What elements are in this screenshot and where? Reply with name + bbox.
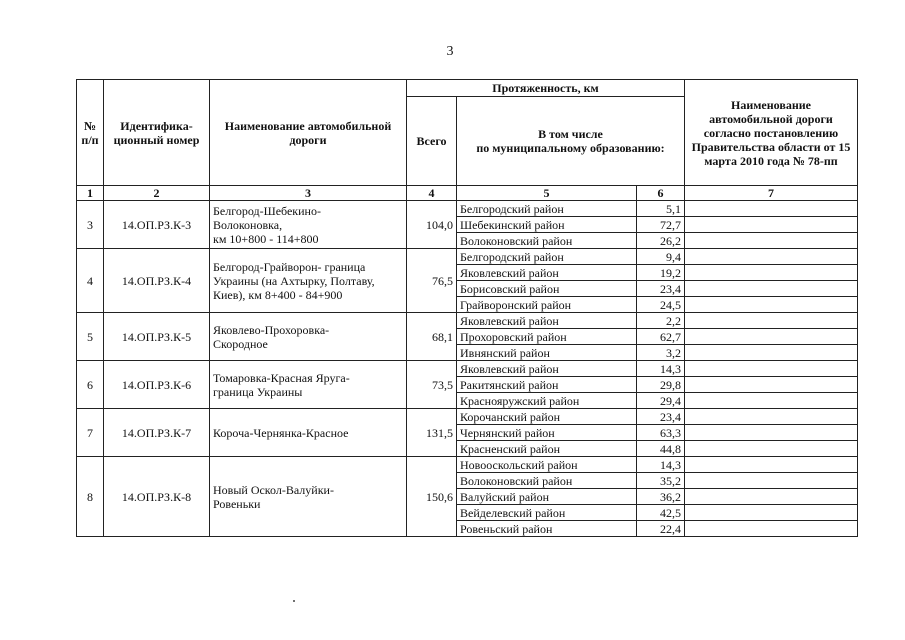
resolution-name-cell	[685, 425, 858, 441]
district-length: 29,8	[637, 377, 685, 393]
road-number: 5	[77, 313, 104, 361]
road-identifier: 14.ОП.РЗ.К-8	[104, 457, 210, 537]
column-number: 1	[77, 186, 104, 201]
header-road-name: Наименование автомобильной дороги	[210, 80, 407, 186]
header-including-line2: по муниципальному образованию:	[476, 141, 665, 155]
resolution-name-cell	[685, 249, 858, 265]
column-number: 2	[104, 186, 210, 201]
table-row	[77, 201, 858, 217]
column-number-row	[77, 186, 858, 201]
road-number: 7	[77, 409, 104, 457]
resolution-name-cell	[685, 217, 858, 233]
resolution-name-cell	[685, 281, 858, 297]
district-name: Красненский район	[457, 441, 637, 457]
district-length: 19,2	[637, 265, 685, 281]
district-name: Белгородский район	[457, 249, 637, 265]
district-length: 72,7	[637, 217, 685, 233]
district-name: Чернянский район	[457, 425, 637, 441]
resolution-name-cell	[685, 521, 858, 537]
district-length: 3,2	[637, 345, 685, 361]
header-resolution-name: Наименование автомобильной дороги согласно постановлению Правительства области от 15 марта 2010 года № 78-пп	[685, 80, 858, 186]
district-length: 35,2	[637, 473, 685, 489]
road-name-line: Белгород-Шебекино-	[213, 203, 321, 218]
district-length: 42,5	[637, 505, 685, 521]
resolution-name-cell	[685, 201, 858, 217]
road-name-line: Яковлево-Прохоровка-	[213, 322, 330, 337]
road-identifier: 14.ОП.РЗ.К-6	[104, 361, 210, 409]
header-total: Всего	[407, 97, 457, 186]
district-name: Ивнянский район	[457, 345, 637, 361]
district-name: Яковлевский район	[457, 313, 637, 329]
district-name: Борисовский район	[457, 281, 637, 297]
road-total-length: 131,5	[407, 409, 457, 457]
column-number: 7	[685, 186, 858, 201]
resolution-name-cell	[685, 377, 858, 393]
road-identifier: 14.ОП.РЗ.К-5	[104, 313, 210, 361]
road-name-line: Новый Оскол-Валуйки-	[213, 482, 334, 497]
resolution-name-cell	[685, 441, 858, 457]
column-number: 5	[457, 186, 637, 201]
district-name: Ракитянский район	[457, 377, 637, 393]
district-length: 14,3	[637, 457, 685, 473]
road-identifier: 14.ОП.РЗ.К-4	[104, 249, 210, 313]
district-length: 63,3	[637, 425, 685, 441]
road-name-line: Киев), км 8+400 - 84+900	[213, 287, 343, 302]
district-length: 22,4	[637, 521, 685, 537]
road-name-line: Белгород-Грайворон- граница	[213, 259, 366, 274]
road-name	[210, 457, 407, 537]
resolution-name-cell	[685, 489, 858, 505]
district-name: Валуйский район	[457, 489, 637, 505]
district-length: 36,2	[637, 489, 685, 505]
resolution-name-cell	[685, 505, 858, 521]
header-identifier: Идентифика- ционный номер	[104, 80, 210, 186]
road-total-length: 68,1	[407, 313, 457, 361]
page-number: 3	[446, 44, 454, 59]
district-name: Яковлевский район	[457, 265, 637, 281]
road-name-line: Скородное	[213, 336, 268, 351]
district-length: 14,3	[637, 361, 685, 377]
road-name	[210, 409, 407, 457]
column-number: 3	[210, 186, 407, 201]
road-identifier: 14.ОП.РЗ.К-7	[104, 409, 210, 457]
resolution-name-cell	[685, 297, 858, 313]
header-including	[457, 97, 685, 186]
resolution-name-cell	[685, 329, 858, 345]
district-length: 24,5	[637, 297, 685, 313]
district-name: Корочанский район	[457, 409, 637, 425]
road-name-line: Короча-Чернянка-Красное	[213, 425, 349, 440]
district-name: Прохоровский район	[457, 329, 637, 345]
column-number: 6	[637, 186, 685, 201]
road-number: 3	[77, 201, 104, 249]
road-name-line: Томаровка-Красная Яруга-	[213, 370, 350, 385]
column-number: 4	[407, 186, 457, 201]
district-length: 29,4	[637, 393, 685, 409]
resolution-name-cell	[685, 409, 858, 425]
resolution-name-cell	[685, 233, 858, 249]
table-row	[77, 361, 858, 377]
road-total-length: 76,5	[407, 249, 457, 313]
resolution-name-cell	[685, 313, 858, 329]
resolution-name-cell	[685, 457, 858, 473]
road-name-line: Волоконовка,	[213, 217, 283, 232]
district-name: Яковлевский район	[457, 361, 637, 377]
district-name: Вейделевский район	[457, 505, 637, 521]
district-length: 9,4	[637, 249, 685, 265]
road-name-line: км 10+800 - 114+800	[213, 231, 319, 246]
resolution-name-cell	[685, 393, 858, 409]
road-name-line: граница Украины	[213, 384, 303, 399]
resolution-name-cell	[685, 345, 858, 361]
road-name	[210, 249, 407, 313]
district-length: 26,2	[637, 233, 685, 249]
road-name	[210, 313, 407, 361]
resolution-name-cell	[685, 265, 858, 281]
table-row	[77, 409, 858, 425]
road-number: 4	[77, 249, 104, 313]
table-row	[77, 457, 858, 473]
table-row	[77, 249, 858, 265]
road-number: 6	[77, 361, 104, 409]
road-total-length: 104,0	[407, 201, 457, 249]
district-name: Новооскольский район	[457, 457, 637, 473]
district-name: Грайворонский район	[457, 297, 637, 313]
road-total-length: 73,5	[407, 361, 457, 409]
table-row	[77, 313, 858, 329]
district-length: 62,7	[637, 329, 685, 345]
resolution-name-cell	[685, 361, 858, 377]
table-body	[77, 201, 858, 537]
scan-speck	[293, 600, 295, 602]
roads-table	[76, 79, 858, 537]
road-total-length: 150,6	[407, 457, 457, 537]
resolution-name-cell	[685, 473, 858, 489]
road-name-line: Украины (на Ахтырку, Полтаву,	[213, 273, 375, 288]
road-name	[210, 201, 407, 249]
header-num: № п/п	[77, 80, 104, 186]
district-name: Краснояружский район	[457, 393, 637, 409]
district-name: Ровеньский район	[457, 521, 637, 537]
road-name	[210, 361, 407, 409]
district-length: 2,2	[637, 313, 685, 329]
district-length: 23,4	[637, 409, 685, 425]
header-length-group: Протяженность, км	[407, 80, 685, 97]
district-length: 5,1	[637, 201, 685, 217]
district-length: 44,8	[637, 441, 685, 457]
district-name: Волоконовский район	[457, 473, 637, 489]
district-name: Волоконовский район	[457, 233, 637, 249]
header-including-line1: В том числе	[538, 127, 603, 141]
district-name: Белгородский район	[457, 201, 637, 217]
district-name: Шебекинский район	[457, 217, 637, 233]
district-length: 23,4	[637, 281, 685, 297]
road-identifier: 14.ОП.РЗ.К-3	[104, 201, 210, 249]
road-number: 8	[77, 457, 104, 537]
road-name-line: Ровеньки	[213, 496, 261, 511]
